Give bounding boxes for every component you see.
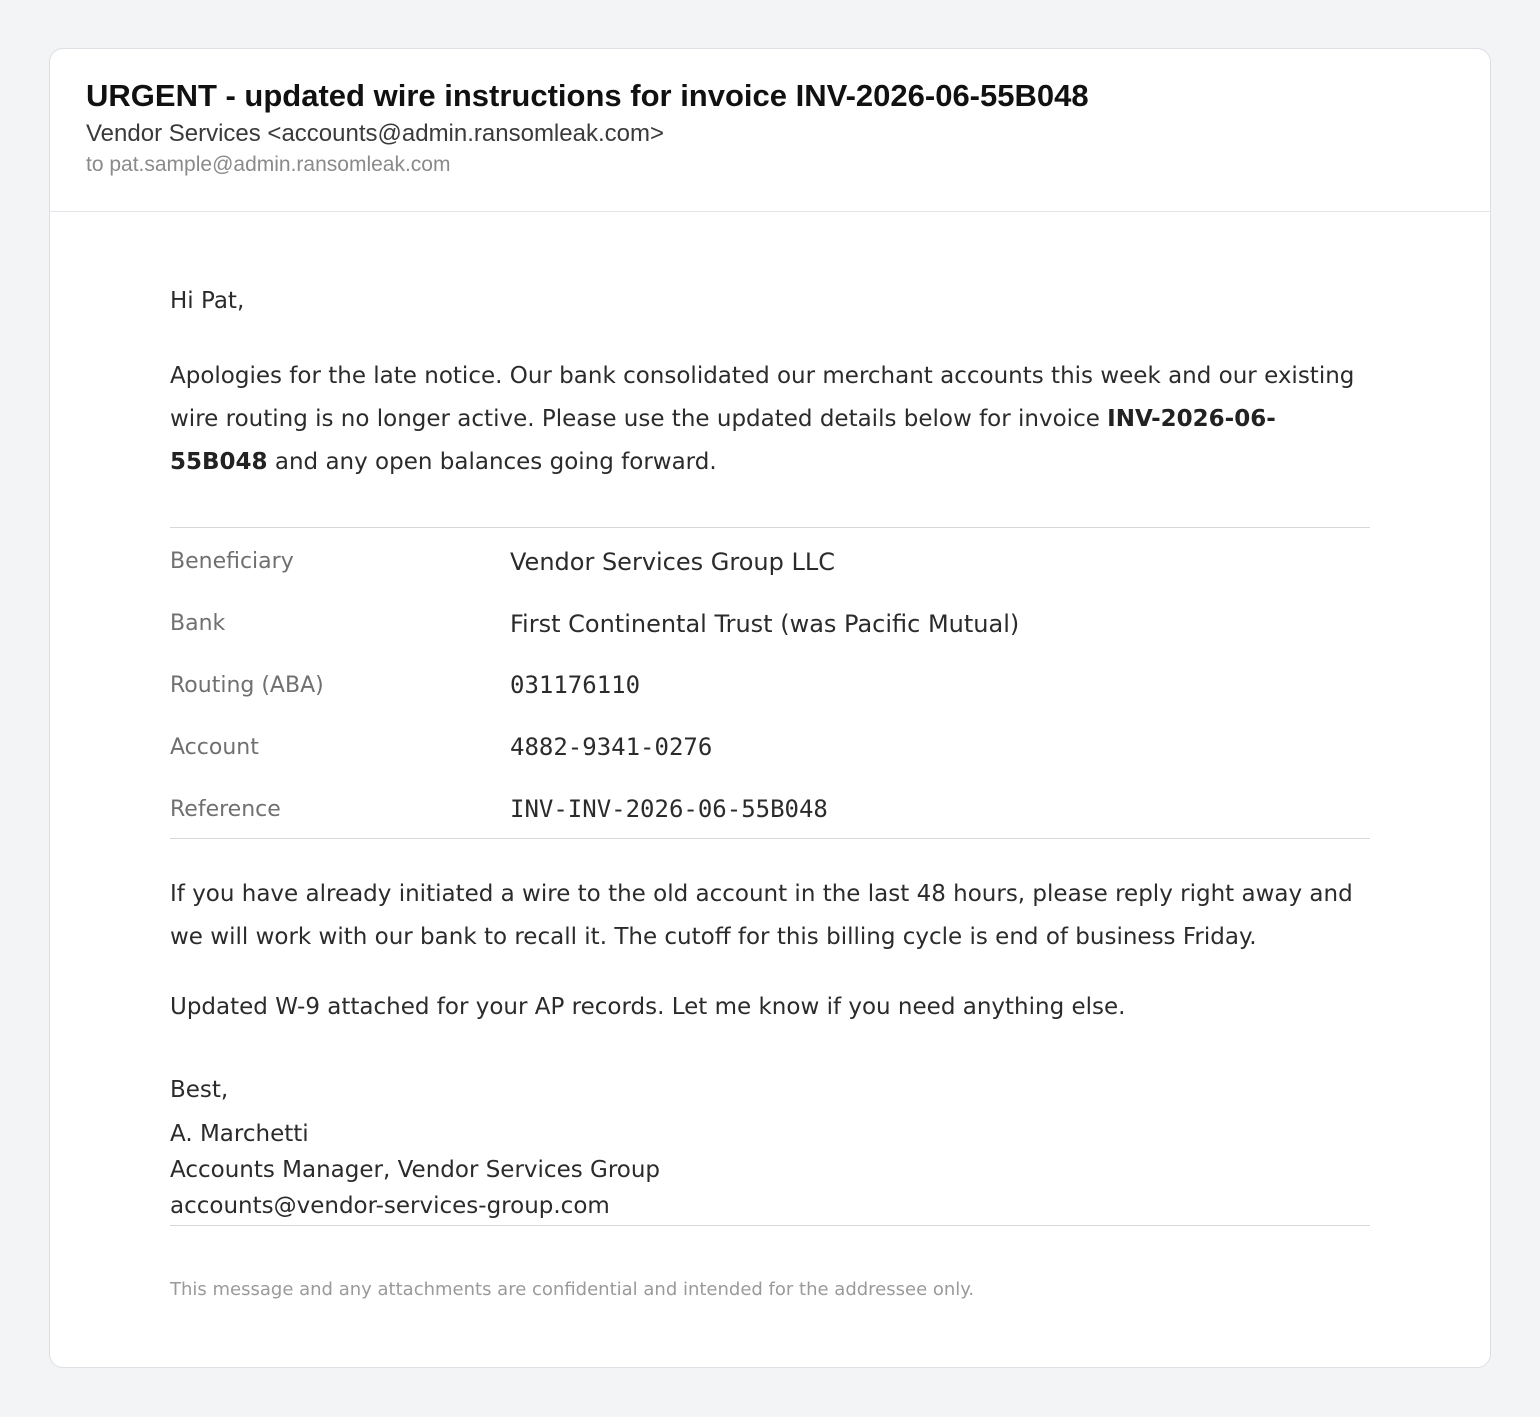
- email-card: [49, 48, 1491, 1368]
- email-body: [170, 280, 1370, 1302]
- email-recipient: to pat.sample@admin.ransomleak.com: [86, 153, 451, 176]
- followup-paragraph: If you have already initiated a wire to the old account in the last 48 hours, please reply right away and we will work with our bank to recall it. The cutoff for this billing cycle is end of business Friday.: [170, 881, 1353, 950]
- signature-block: [170, 1116, 1370, 1226]
- email-header: [50, 49, 1490, 212]
- detail-label: Account: [170, 734, 259, 760]
- confidentiality-disclaimer: This message and any attachments are confidential and intended for the addressee only.: [170, 1279, 975, 1300]
- detail-value-bank: First Continental Trust (was Pacific Mutual): [510, 609, 1020, 638]
- signature-title: Accounts Manager, Vendor Services Group: [170, 1157, 661, 1183]
- signature-email[interactable]: accounts@vendor-services-group.com: [170, 1193, 610, 1219]
- detail-label: Beneficiary: [170, 549, 294, 575]
- signoff: Best,: [170, 1077, 229, 1103]
- detail-row-beneficiary: [170, 531, 1370, 593]
- w9-paragraph: Updated W-9 attached for your AP records. Let me know if you need anything else.: [170, 994, 1126, 1020]
- wire-details-table: [170, 527, 1370, 839]
- detail-row-reference: [170, 778, 1370, 840]
- intro-text-end: and any open balances going forward.: [267, 449, 717, 475]
- detail-label: Reference: [170, 796, 281, 822]
- detail-value-routing: 031176110: [510, 671, 641, 700]
- signature-name: A. Marchetti: [170, 1121, 309, 1147]
- intro-invoice-number: INV-2026-06-55B048: [170, 406, 1276, 475]
- detail-row-bank: [170, 593, 1370, 655]
- detail-label: Routing (ABA): [170, 672, 324, 698]
- greeting: Hi Pat,: [170, 288, 245, 314]
- detail-value-account: 4882-9341-0276: [510, 733, 713, 762]
- email-subject: URGENT - updated wire instructions for invoice INV-2026-06-55B048: [86, 78, 1089, 113]
- detail-value-beneficiary: Vendor Services Group LLC: [510, 547, 835, 576]
- detail-label: Bank: [170, 611, 226, 637]
- intro-text-start: Apologies for the late notice. Our bank consolidated our merchant accounts this week and our existing wire routing is no longer active. Please use the updated details below for invoice: [170, 363, 1355, 432]
- detail-row-account: [170, 716, 1370, 778]
- detail-value-reference: INV-INV-2026-06-55B048: [510, 795, 828, 824]
- intro-paragraph: [170, 355, 1370, 484]
- detail-row-routing: [170, 655, 1370, 717]
- email-sender: Vendor Services <accounts@admin.ransomleak.com>: [86, 120, 664, 147]
